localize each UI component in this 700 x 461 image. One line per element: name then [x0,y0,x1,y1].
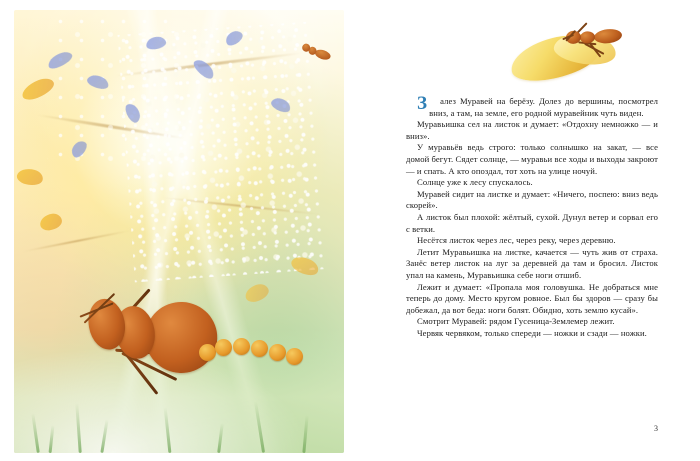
paragraph: Муравьишка сел на листок и думает: «Отдохну немножко — и вниз». [406,119,658,141]
paragraph: Лежит и думает: «Пропала моя головушка. Не добраться мне теперь до дому. Место кругом ровное. Был бы здоров — сразу бы добежал, да вот беда: ноги болят. Обидно, хоть землю кусай». [406,281,658,315]
drop-cap: З [417,93,428,114]
paragraph: А листок был плохой: жёлтый, сухой. Дунул ветер и сорвал его с ветки. [406,211,658,234]
page-number: 3 [654,424,658,433]
paragraph: Солнце уже к лесу спускалось. [417,177,533,188]
story-text [406,93,658,339]
ant-on-leaf-decoration [508,18,658,80]
blossom-cluster [47,10,179,161]
illustration-canvas [14,10,344,453]
page-right-text [358,0,700,461]
paragraph-text: алез Муравей на берёзу. Долез до вершины, посмотрел вниз, а там, на земле, его родной муравейник чуть виден. [429,96,658,118]
paragraph: Несётся листок через лес, через реку, через деревню. [417,235,616,246]
paragraph: Червяк червяком, только спереди — ножки и сзади — ножки. [417,327,647,338]
paragraph: У муравьёв ведь строго: только солнышко на закат, — все домой бегут. Сядет солнце, — муравьи все ходы и выходы закроют — и спать. А кто опоздал, тот хоть на улице ночуй. [406,142,658,176]
paragraph: Летит Муравьишка на листке, качается — чуть жив от страха. Занёс ветер листок на луг за деревней да там и бросил. Листок упал на камень, Муравьишка себе ноги отшиб. [406,246,658,280]
ant-abdomen [593,28,622,45]
paragraph: Смотрит Муравей: рядом Гусеница-Землемер лежит. [417,316,615,327]
caterpillar-icon [199,338,318,409]
paragraph: Муравей сидит на листке и думает: «Ничего, поспею: вниз ведь скорей». [406,188,658,211]
paragraph [406,93,658,119]
